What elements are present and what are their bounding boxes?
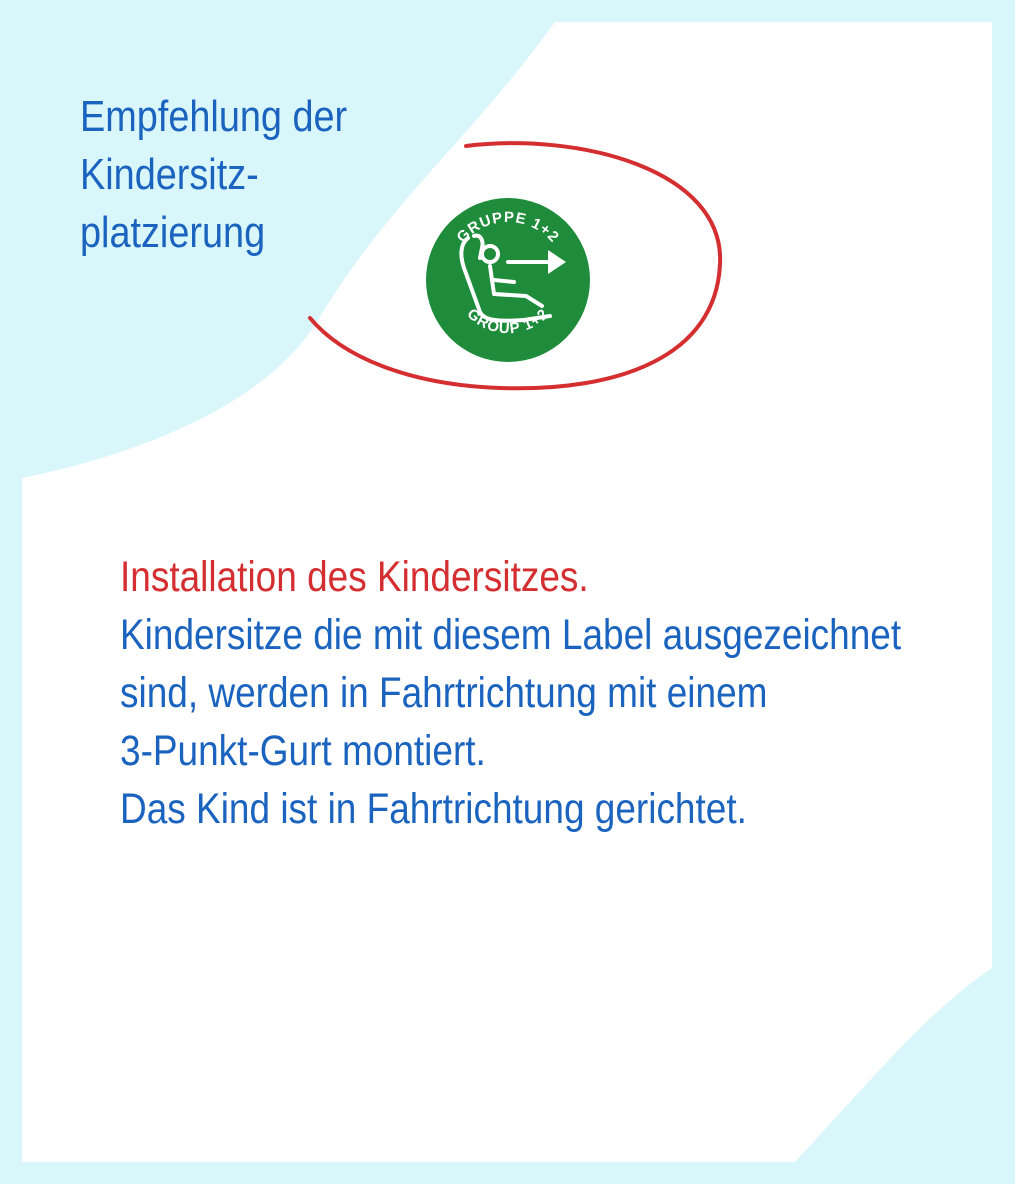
title-line-2: Kindersitz- bbox=[80, 150, 259, 199]
badge-graphic bbox=[424, 196, 592, 364]
badge-bottom-text: GROUP 1+2 bbox=[463, 305, 553, 338]
instructions-heading: Installation des Kindersitzes. bbox=[120, 553, 589, 601]
instructions-block bbox=[120, 548, 902, 838]
title-line-3: platzierung bbox=[80, 208, 266, 257]
instructions-line-2: sind, werden in Fahrtrichtung mit einem bbox=[120, 669, 768, 717]
instructions-line-4: Das Kind ist in Fahrtrichtung gerichtet. bbox=[120, 785, 747, 833]
instructions-line-3: 3-Punkt-Gurt montiert. bbox=[120, 727, 486, 775]
instructions-line-1: Kindersitze die mit diesem Label ausgezeichnet bbox=[120, 611, 902, 659]
title-line-1: Empfehlung der bbox=[80, 92, 348, 141]
page-title bbox=[80, 88, 390, 262]
group-badge bbox=[424, 196, 592, 364]
badge-top-text: GRUPPE 1+2 bbox=[453, 208, 563, 247]
